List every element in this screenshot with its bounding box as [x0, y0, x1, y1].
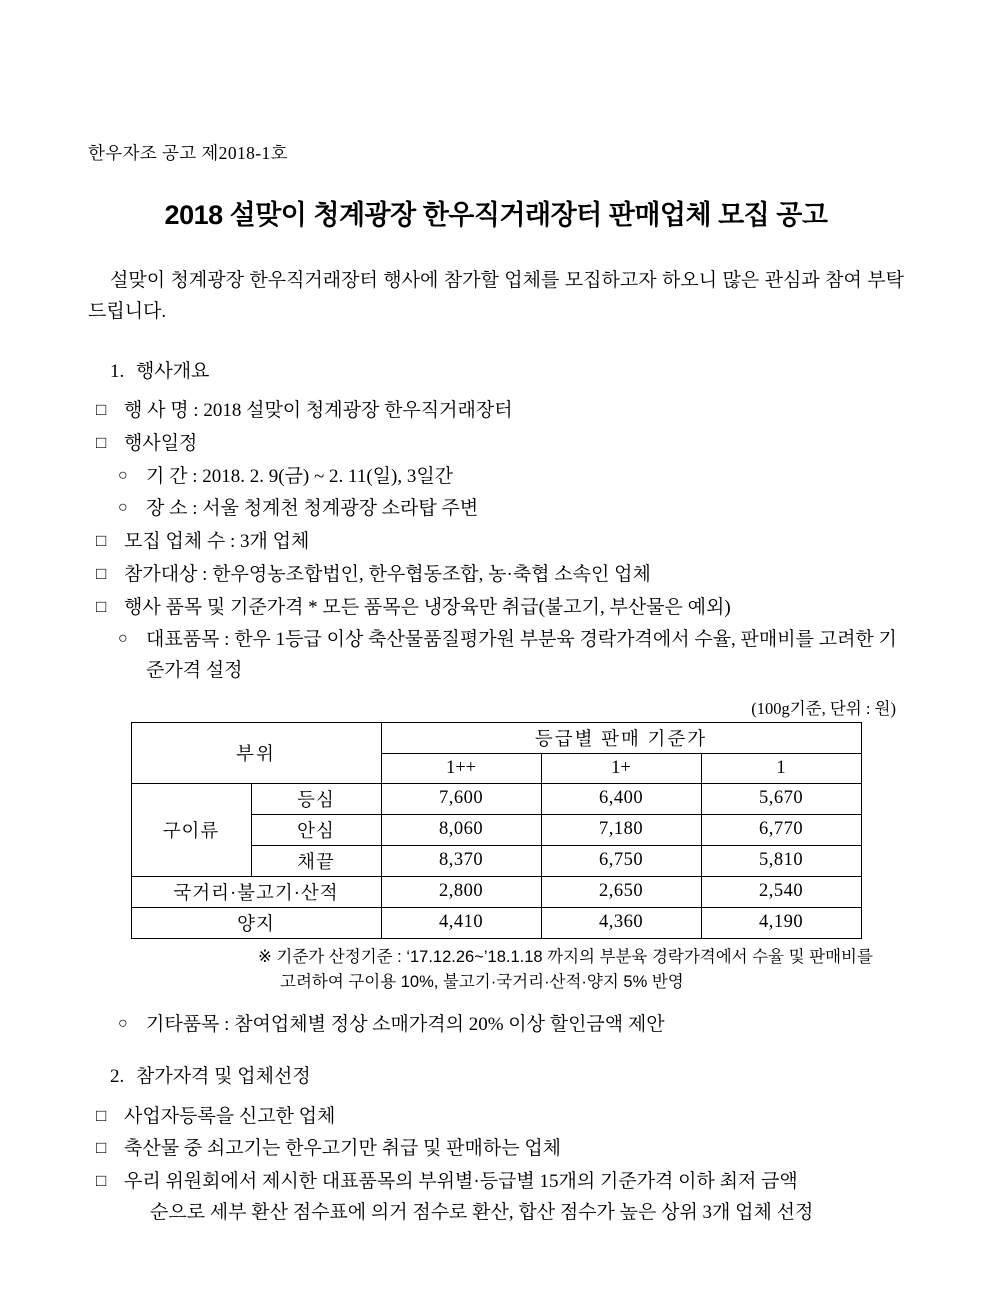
square-bullet-icon: □: [96, 432, 107, 452]
list-item-label: 우리 위원회에서 제시한 대표품목의 부위별·등급별 15개의 기준가격 이하 최저 금액: [124, 1171, 798, 1193]
section-1-after-table-list: [88, 1010, 904, 1041]
circle-bullet-icon: ○: [118, 1015, 128, 1033]
list-item: [88, 593, 904, 624]
table-header-grade: 1++: [381, 753, 541, 783]
page-title: 2018 설맞이 청계광장 한우직거래장터 판매업체 모집 공고: [164, 200, 828, 230]
table-cell-part: 양지: [131, 907, 381, 938]
price-table-block: [88, 695, 904, 939]
list-item-label: 기타품목 : 참여업체별 정상 소매가격의 20% 이상 할인금액 제안: [146, 1014, 665, 1036]
table-cell-value: 5,810: [701, 845, 861, 876]
list-item-label: 모집 업체 수 : 3개 업체: [124, 531, 310, 553]
square-bullet-icon: □: [96, 1105, 107, 1125]
table-cell-value: 6,400: [541, 783, 701, 814]
list-item-label: 행사일정: [124, 432, 198, 454]
table-footnote: [88, 945, 904, 995]
square-bullet-icon: □: [96, 531, 107, 551]
section-2-number: 2.: [110, 1066, 125, 1088]
circle-bullet-icon: ○: [118, 630, 128, 648]
list-item-label: 행 사 명 : 2018 설맞이 청계광장 한우직거래장터: [124, 400, 513, 422]
table-header-grade: 1: [701, 753, 861, 783]
table-cell-value: 4,410: [381, 907, 541, 938]
table-header-part: 부위: [131, 722, 381, 783]
list-item: [88, 396, 904, 427]
circle-bullet-icon: ○: [118, 499, 128, 517]
table-cell-value: 5,670: [701, 783, 861, 814]
square-bullet-icon: □: [96, 596, 107, 616]
table-row: [131, 876, 861, 907]
section-1-title: 행사개요: [136, 360, 210, 382]
table-header-grade: 1+: [541, 753, 701, 783]
table-header-group: 등급별 판매 기준가: [381, 722, 861, 753]
table-cell-value: 8,060: [381, 814, 541, 845]
table-footnote-line-2: 고려하여 구이용 10%, 불고기·국거리·산적·양지 5% 반영: [280, 972, 684, 991]
list-item-label: 대표품목 : 한우 1등급 이상 축산물품질평가원 부분육 경락가격에서 수율, 판매비를 고려한 기준가격 설정: [146, 629, 897, 682]
document-number: 한우자조 공고 제2018-1호: [88, 143, 288, 163]
table-header-row: [131, 722, 861, 753]
price-table: [131, 722, 862, 939]
list-item-label: 장 소 : 서울 청계천 청계광장 소라탑 주변: [146, 498, 479, 520]
list-item: [88, 1167, 904, 1229]
table-cell-value: 7,180: [541, 814, 701, 845]
list-item: [88, 625, 904, 687]
section-2-title: 참가자격 및 업체선정: [136, 1066, 311, 1088]
intro-text: 설맞이 청계광장 한우직거래장터 행사에 참가할 업체를 모집하고자 하오니 많은 관심과 참여 부탁드립니다.: [88, 270, 904, 322]
square-bullet-icon: □: [96, 400, 107, 420]
list-item-label: 참가대상 : 한우영농조합법인, 한우협동조합, 농·축협 소속인 업체: [124, 563, 651, 585]
list-item-label: 축산물 중 쇠고기는 한우고기만 취급 및 판매하는 업체: [124, 1138, 562, 1160]
table-cell-value: 4,360: [541, 907, 701, 938]
list-item: [88, 560, 904, 591]
table-cell-part: 안심: [251, 814, 381, 845]
table-cell-value: 6,770: [701, 814, 861, 845]
section-2-item-list: [88, 1102, 904, 1229]
list-item: [88, 1102, 904, 1133]
list-item-label: 기 간 : 2018. 2. 9(금) ~ 2. 11(일), 3일간: [146, 465, 454, 487]
table-cell-value: 4,190: [701, 907, 861, 938]
intro-paragraph: [88, 266, 904, 328]
table-cell-value: 2,650: [541, 876, 701, 907]
square-bullet-icon: □: [96, 1138, 107, 1158]
square-bullet-icon: □: [96, 563, 107, 583]
square-bullet-icon: □: [96, 1171, 107, 1191]
section-1-heading: [88, 358, 904, 387]
table-cell-part: 국거리·불고기·산적: [131, 876, 381, 907]
table-row: [131, 907, 861, 938]
spacer: [88, 1043, 904, 1063]
list-item-label: 사업자등록을 신고한 업체: [124, 1105, 336, 1127]
list-item: [88, 1134, 904, 1165]
section-1-number: 1.: [110, 360, 125, 382]
section-2-heading: [88, 1063, 904, 1092]
table-cell-value: 8,370: [381, 845, 541, 876]
table-cell-group: 구이류: [131, 783, 251, 876]
list-item: [88, 527, 904, 558]
list-item-label-continued: 순으로 세부 환산 점수표에 의거 점수로 환산, 합산 점수가 높은 상위 3개 업체 선정: [150, 1201, 814, 1223]
table-cell-value: 6,750: [541, 845, 701, 876]
table-footnote-line-1: ※ 기준가 산정기준 : ‘17.12.26~’18.1.18 까지의 부분육 경락가격에서 수율 및 판매비를: [258, 947, 873, 966]
list-item: [88, 1010, 904, 1041]
list-item: [88, 429, 904, 460]
table-unit-note: (100g기준, 단위 : 원): [751, 698, 896, 718]
table-cell-part: 등심: [251, 783, 381, 814]
table-row: [131, 783, 861, 814]
table-cell-value: 2,800: [381, 876, 541, 907]
table-cell-value: 2,540: [701, 876, 861, 907]
table-cell-part: 채끝: [251, 845, 381, 876]
list-item: [88, 494, 904, 525]
section-1-item-list: [88, 396, 904, 687]
list-item-label: 행사 품목 및 기준가격 * 모든 품목은 냉장육만 취급(불고기, 부산물은 예외): [124, 596, 731, 618]
list-item: [88, 462, 904, 493]
table-cell-value: 7,600: [381, 783, 541, 814]
circle-bullet-icon: ○: [118, 466, 128, 484]
